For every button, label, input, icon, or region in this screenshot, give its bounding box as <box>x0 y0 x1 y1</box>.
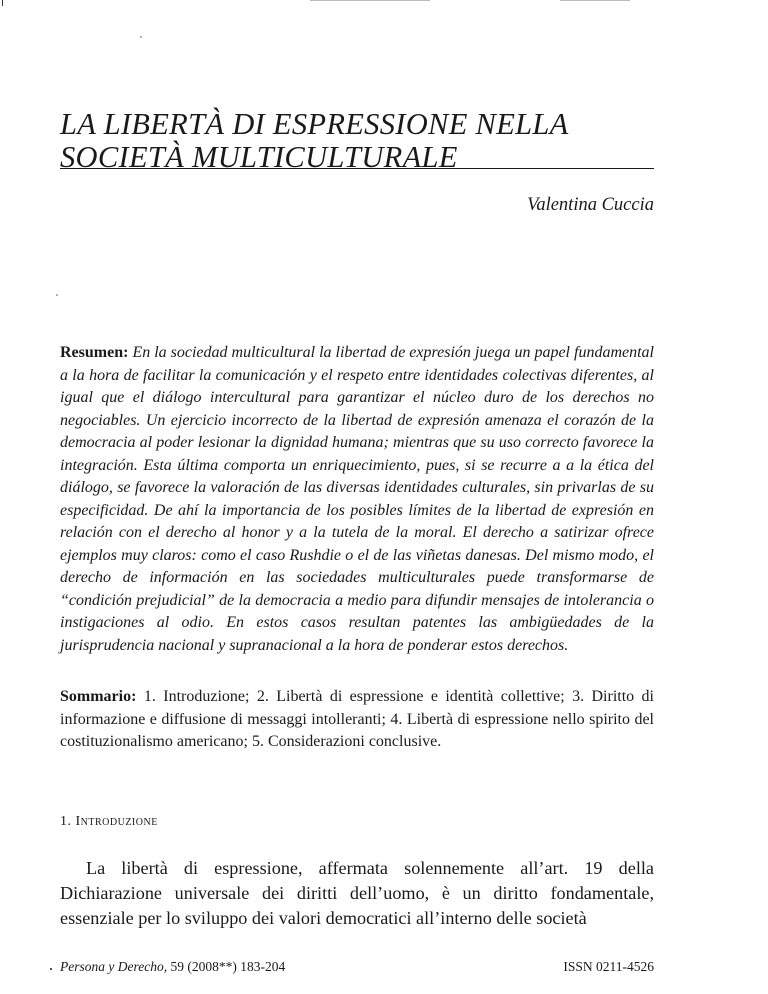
summary-label: Sommario: <box>60 688 137 705</box>
scan-speck <box>50 968 52 970</box>
scan-speck <box>140 36 142 38</box>
section-heading: 1. Introduzione <box>60 814 158 829</box>
title-underline <box>60 168 654 169</box>
summary <box>60 686 654 754</box>
journal-name: Persona y Derecho, <box>60 959 168 974</box>
body-paragraph: La libertà di espressione, affermata solennemente all’art. 19 della Dichiarazione universale dei diritti dell’uomo, è un diritto fondamentale, essenziale per lo sviluppo dei valori democratici all’interno delle società <box>60 858 654 928</box>
journal-citation <box>60 959 285 975</box>
scan-speck <box>56 294 58 296</box>
article-title <box>60 108 660 174</box>
article-title-line-2: SOCIETÀ MULTICULTURALE <box>60 140 458 174</box>
author-name: Valentina Cuccia <box>527 195 654 215</box>
abstract <box>60 342 654 657</box>
scan-top-smudge <box>560 0 630 1</box>
article-title-line-1: LA LIBERTÀ DI ESPRESSIONE NELLA <box>60 107 569 141</box>
scan-top-smudge <box>310 0 430 1</box>
journal-issue: 59 (2008**) 183-204 <box>167 959 286 974</box>
abstract-text: En la sociedad multicultural la libertad de expresión juega un papel fundamental a la hora de facilitar la comunicación y el respeto entre identidades colectivas diferentes, al igual que el diálogo intercultural para garantizar el núcleo duro de los derechos no negociables. Un ejercicio incorrecto de la libertad de expresión amenaza el corazón de la democracia al poder lesionar la dignidad humana; mientras que su uso correcto favorece la integración. Esta última comporta un enriquecimiento, pues, si se recurre a a la ética del diálogo, se favorece la valoración de las diversas identidades culturales, sin privarlas de su especificidad. De ahí la importancia de los posibles límites de la libertad de expresión en relación con el derecho al honor y a la tutela de la moral. El derecho a satirizar ofrece ejemplos muy claros: como el caso Rushdie o el de las viñetas danesas. Del mismo modo, el derecho de información en las sociedades multiculturales puede transformarse de “condición prejudicial” de la democracia a medio para difundir mensajes de intolerancia o instigaciones al odio. En estos casos resultan patentes las ambigüedades de la jurisprudencia nacional y supranacional a la hora de ponderar estos derechos. <box>60 344 654 654</box>
summary-text: 1. Introduzione; 2. Libertà di espressione e identità collettive; 3. Diritto di informazione e diffusione di messaggi intolleranti; 4. Libertà di espressione nello spirito del costituzionalismo americano; 5. Considerazioni conclusive. <box>60 688 655 750</box>
scan-edge-mark <box>2 0 3 6</box>
abstract-label: Resumen: <box>60 344 129 361</box>
issn: ISSN 0211-4526 <box>563 959 654 974</box>
